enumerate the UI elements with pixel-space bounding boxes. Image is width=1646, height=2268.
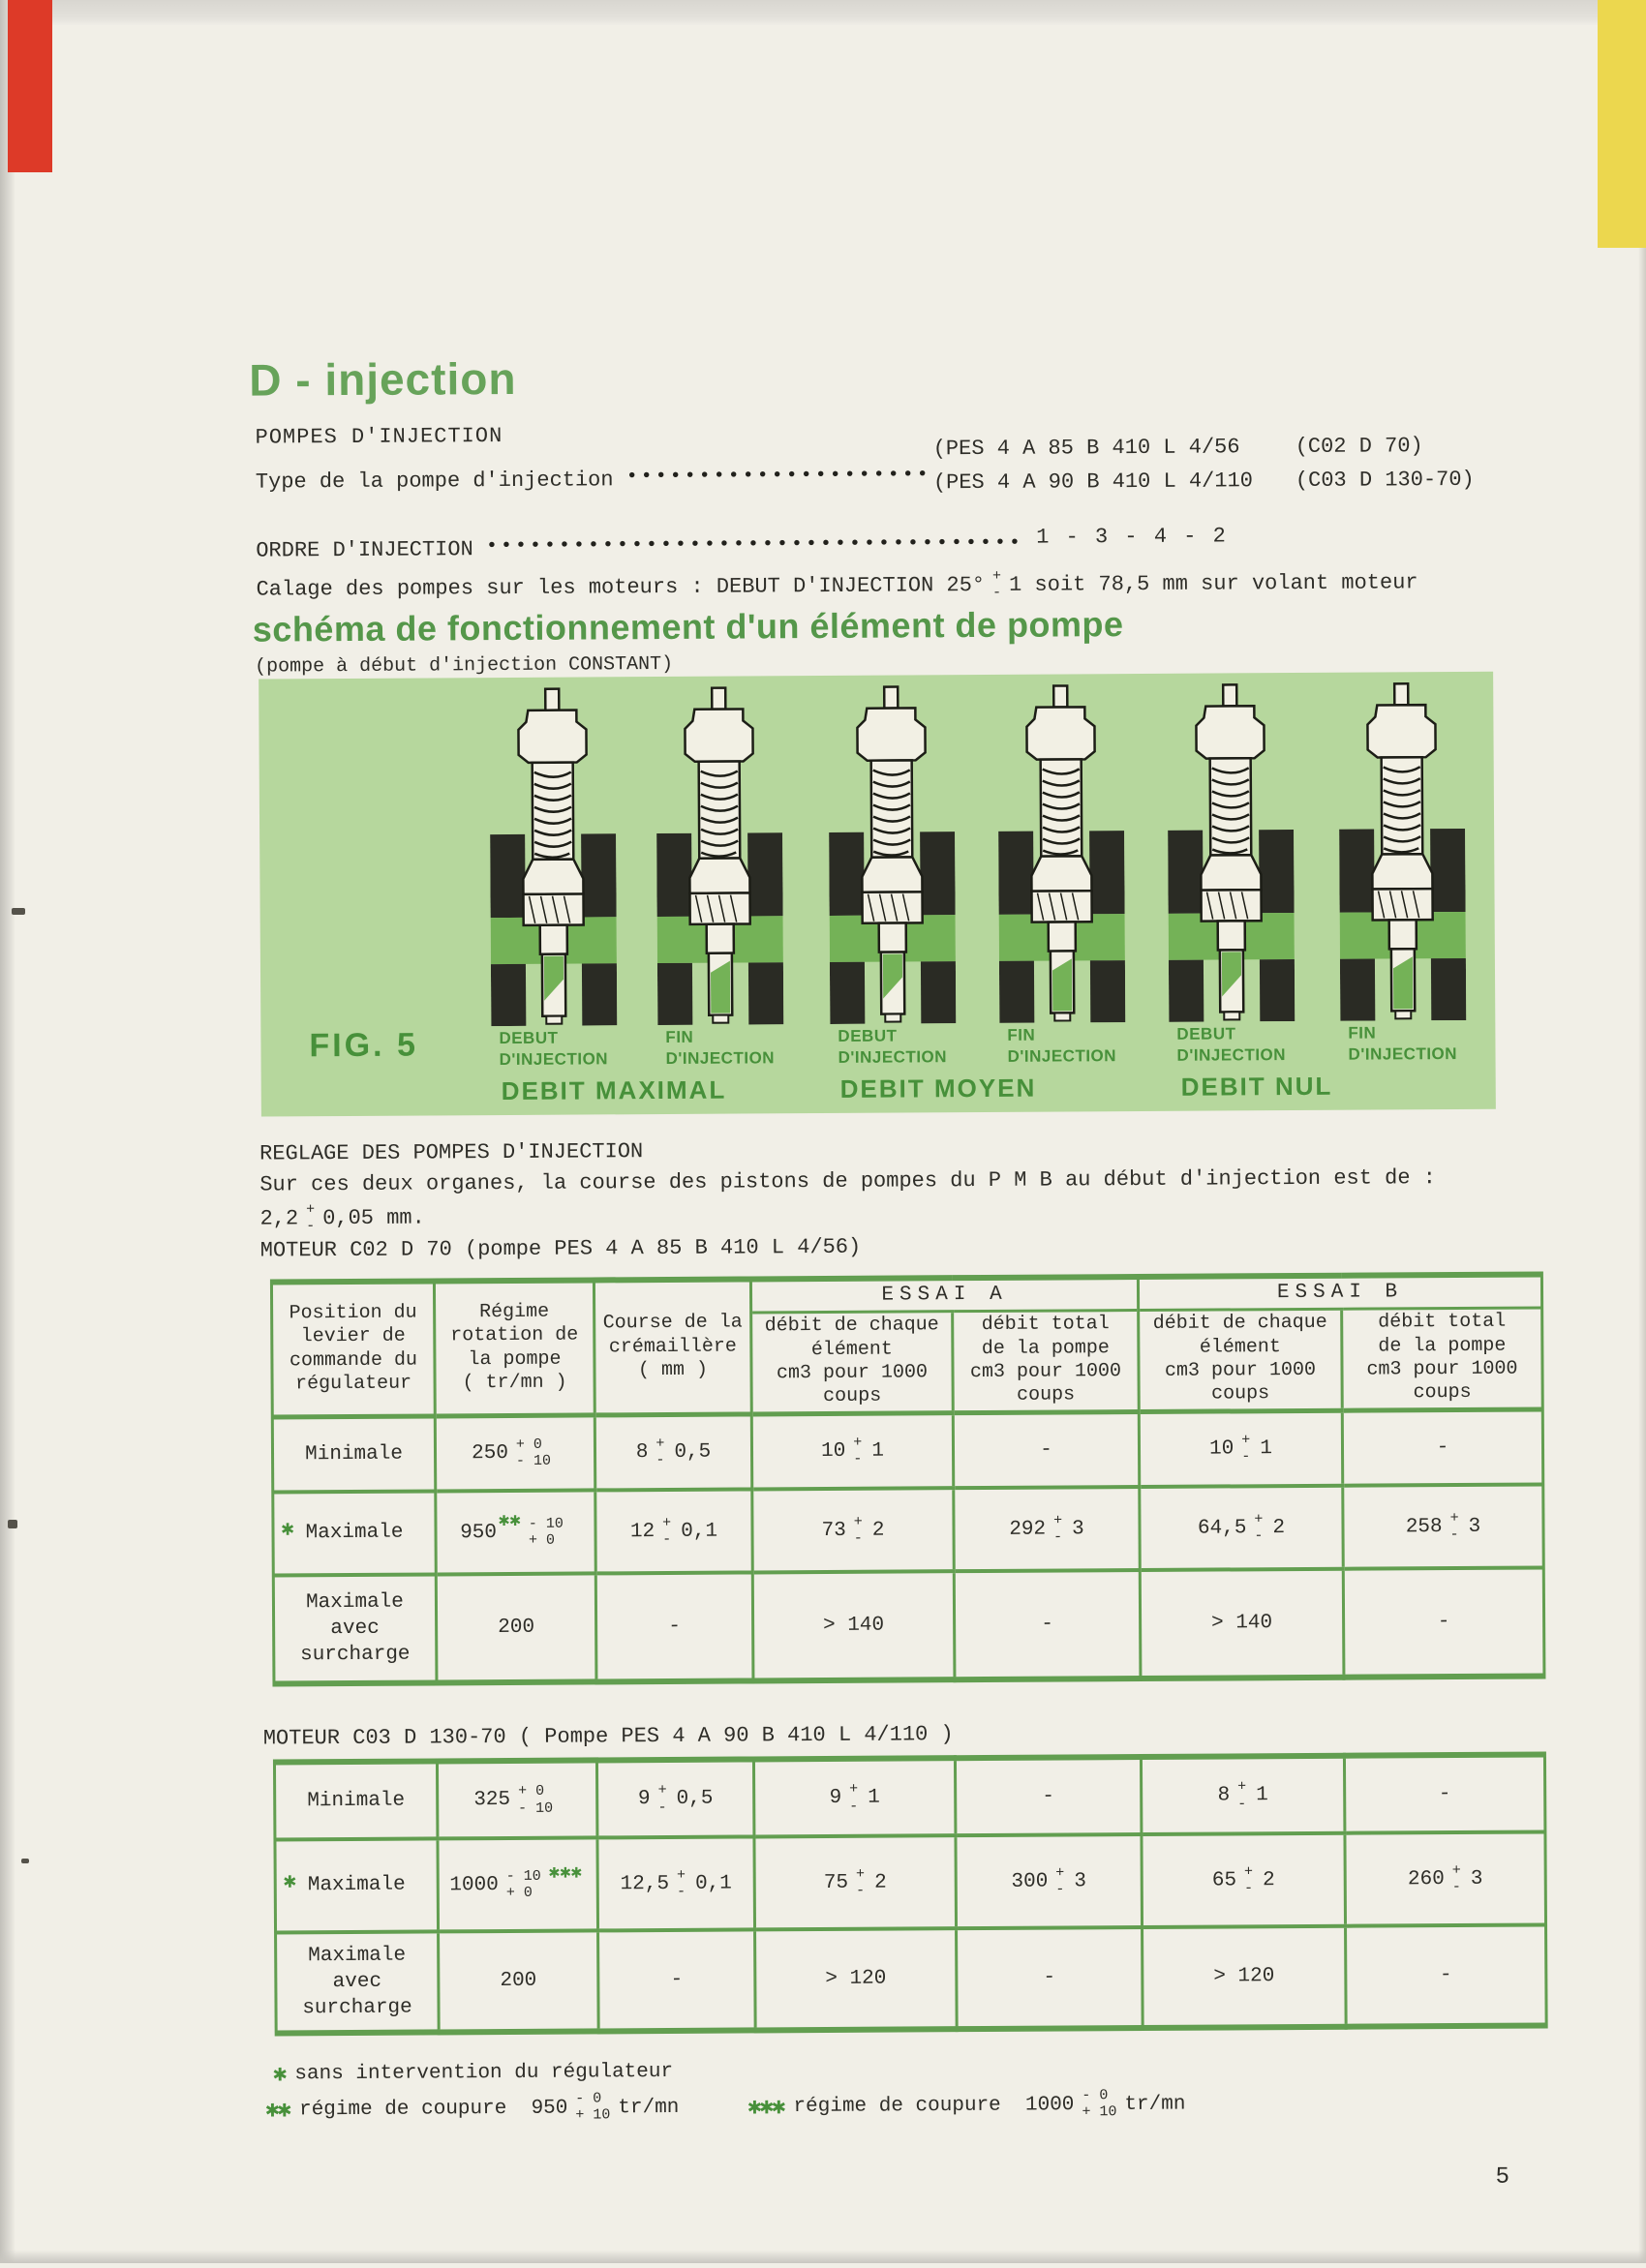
header-essai-a: ESSAI A [750, 1277, 1138, 1312]
asterisk-marker: ✱ [272, 2062, 286, 2089]
tolerance-stack [1254, 1511, 1263, 1545]
header-position: Position du levier de commande du régulateur [271, 1281, 435, 1416]
tolerance-top: + [657, 1782, 667, 1799]
cell-value: 12 [629, 1520, 655, 1543]
cell-tolerance: 2 [871, 1519, 885, 1542]
footnote-2 [265, 2085, 1505, 2126]
tolerance-top: + [855, 1865, 866, 1883]
header-debit-total-a: débit total de la pompe cm3 pour 1000 coups [953, 1310, 1140, 1412]
table-cell [435, 1414, 594, 1491]
cell-tolerance: 3 [1470, 1867, 1483, 1890]
tolerance-stack: - 0 + 10 [1082, 2087, 1117, 2121]
timing-text: Calage des pompes sur les moteurs : DEBUT D'INJECTION 25° [256, 573, 986, 602]
firing-order-value: 1 - 3 - 4 - 2 [1036, 524, 1228, 550]
table-cell [437, 1760, 596, 1838]
table-cell [1344, 1754, 1544, 1832]
tolerance-stack: + - [306, 1201, 316, 1235]
cell-value: - [1439, 1964, 1452, 1987]
tolerance-stack [655, 1436, 664, 1469]
tolerance-top: + [1254, 1510, 1264, 1528]
table-cell [1140, 1486, 1344, 1570]
reglage-value: 2,2 + - 0,05 mm. [259, 1201, 425, 1235]
tolerance-stack [506, 1868, 541, 1902]
tolerance-stack [662, 1515, 671, 1549]
dotted-leader: ••••••••••••••••••••••••••••••••••••• [485, 531, 1024, 559]
cell-value: 292 [1009, 1518, 1047, 1541]
cell-tolerance: 1 [868, 1786, 880, 1809]
table-cell [955, 1757, 1141, 1835]
tolerance-top: + [1241, 1432, 1251, 1449]
table-moteur-c02 [270, 1271, 1546, 1686]
engine-reference: (C03 D 130-70) [1295, 467, 1475, 494]
pump-illustration [1338, 681, 1466, 1021]
tolerance-stack [1055, 1864, 1064, 1898]
cell-value: 260 [1407, 1867, 1445, 1890]
footnote-value: 950 [531, 2097, 568, 2120]
tolerance-stack [1449, 1510, 1458, 1544]
tolerance-bottom: - [1237, 1795, 1247, 1812]
row-label: Maximale [305, 1522, 404, 1545]
tolerance-top: + [1237, 1778, 1247, 1796]
cell-value: 200 [498, 1616, 535, 1640]
table-cell [751, 1412, 953, 1489]
debit-label: DEBIT MOYEN [839, 1073, 1037, 1104]
tolerance-bottom: - [1055, 1881, 1065, 1898]
tolerance-stack [854, 1514, 863, 1548]
tolerance-bottom: - [849, 1798, 859, 1815]
table-cell [1343, 1484, 1544, 1568]
tolerance-bottom: - [657, 1799, 667, 1816]
table-row [275, 1831, 1546, 1932]
footnote-value: 1000 [1024, 2094, 1075, 2117]
tolerance-bottom: - [1244, 1880, 1254, 1897]
tolerance-top: - 10 [505, 1867, 541, 1885]
table-cell [753, 1758, 955, 1836]
tolerance-bottom: - [655, 1452, 665, 1469]
cell-tolerance: 3 [1074, 1869, 1087, 1892]
row-label: Minimale [305, 1442, 404, 1466]
tolerance-stack [849, 1781, 858, 1815]
row-label: Minimale [307, 1789, 406, 1813]
row-label-cell [274, 1761, 437, 1839]
pump-type-label: Type de la pompe d'injection [255, 468, 614, 495]
table-cell [1139, 1410, 1342, 1487]
table-cell [598, 1929, 756, 2031]
cell-value: - [1436, 1436, 1449, 1459]
table-cell [954, 1570, 1141, 1679]
footnote-text: régime de coupure [793, 2094, 1001, 2119]
cell-value: 300 [1011, 1870, 1049, 1893]
table-cell [956, 1834, 1143, 1928]
dotted-leader: ••••••••••••••••••••• [625, 464, 931, 489]
cell-tolerance: 1 [871, 1439, 885, 1463]
pump-type-value-1 [932, 434, 1423, 462]
header-debit-total-b: débit total de la pompe cm3 pour 1000 coups [1342, 1307, 1543, 1409]
row-label-cell [276, 1931, 440, 2033]
cell-value: 65 [1211, 1868, 1237, 1892]
table-cell [1142, 1833, 1346, 1927]
table-cell [594, 1413, 751, 1490]
tolerance-top: + [1053, 1512, 1063, 1529]
cell-value: 325 [473, 1788, 511, 1812]
tolerance-bottom: - 10 [518, 1799, 554, 1817]
cell-value: 200 [500, 1969, 537, 1993]
cell-value: 8 [635, 1440, 649, 1464]
footnote-unit: tr/mn [1124, 2093, 1186, 2116]
pump-illustration [997, 683, 1125, 1023]
cell-value: 75 [823, 1871, 849, 1894]
pump-illustration [655, 685, 783, 1025]
reglage-text: Sur ces deux organes, la course des pistons de pompes du P M B au début d'injection est de : [259, 1165, 1436, 1197]
table2-title: MOTEUR C03 D 130-70 ( Pompe PES 4 A 90 B 410 L 4/110 ) [262, 1722, 954, 1751]
header-debit-element-b: débit de chaque élément cm3 pour 1000 coups [1139, 1309, 1343, 1411]
table-cell [953, 1411, 1139, 1488]
cell-value: - [1040, 1438, 1052, 1462]
cell-tolerance: 3 [1468, 1515, 1481, 1538]
pump-type-line [256, 464, 931, 494]
cell-value: > 120 [1213, 1965, 1275, 1988]
table-cell [1345, 1831, 1546, 1925]
asterisk-marker: ✱✱ [498, 1509, 521, 1531]
page-number: 5 [1495, 2163, 1510, 2191]
table-cell [436, 1573, 596, 1682]
stage-label: FIN D'INJECTION [1348, 1023, 1458, 1064]
tolerance-top: + 0 [517, 1783, 545, 1800]
tolerance-top: + [676, 1866, 686, 1884]
cell-value: 73 [821, 1519, 846, 1542]
tolerance-top: + [1449, 1509, 1459, 1527]
table-row [273, 1484, 1544, 1575]
cell-value: 1000 [449, 1873, 499, 1896]
timing-line [256, 565, 1417, 606]
footnote-group-3 [747, 2087, 1185, 2123]
cell-tolerance: 3 [1072, 1517, 1084, 1540]
tolerance-top: + 0 [515, 1436, 542, 1453]
stage-label: DEBUT D'INJECTION [838, 1026, 948, 1067]
tolerance-bottom: - [1451, 1878, 1461, 1896]
schema-subheading: (pompe à début d'injection CONSTANT) [254, 652, 674, 679]
footnote-text: régime de coupure [298, 2097, 507, 2122]
pump-illustration [489, 686, 617, 1026]
tolerance-bottom: - [1449, 1526, 1459, 1544]
tolerance-bottom: - 10 [515, 1452, 552, 1470]
cell-tolerance: 1 [1260, 1436, 1273, 1460]
asterisk-marker: ✱✱ [265, 2098, 290, 2125]
cell-tolerance: 0,1 [681, 1520, 718, 1543]
stage-label: FIN D'INJECTION [1007, 1025, 1117, 1066]
figure-label: FIG. 5 [309, 1026, 419, 1065]
table-cell [1140, 1569, 1344, 1678]
table-moteur-c03 [273, 1751, 1548, 2036]
tolerance-top: + [1243, 1863, 1254, 1881]
cell-value: > 140 [1211, 1612, 1273, 1635]
table-cell [752, 1571, 955, 1680]
firing-order-label: ORDRE D'INJECTION [256, 537, 473, 563]
cell-tolerance: 1 [1256, 1784, 1268, 1807]
tolerance-stack [856, 1866, 865, 1900]
tolerance-top: - 10 [528, 1515, 564, 1532]
table-row [272, 1408, 1542, 1492]
row-label-cell [273, 1574, 437, 1683]
tolerance-bottom: - [853, 1529, 863, 1547]
cell-tolerance: 0,5 [674, 1440, 712, 1464]
cell-value: > 120 [825, 1967, 887, 1991]
table-cell [755, 1928, 958, 2030]
tolerance-top: + [662, 1514, 672, 1531]
pump-illustration [828, 684, 956, 1024]
table-cell [754, 1835, 957, 1929]
cell-value: - [1043, 1966, 1056, 1989]
tolerance-stack [657, 1782, 666, 1816]
tolerance-top: + [1055, 1864, 1065, 1882]
tolerance-top: + [849, 1781, 859, 1799]
cell-value: 950 [460, 1521, 498, 1544]
tolerance-top: + [1451, 1861, 1461, 1879]
tolerance-stack: - 0 + 10 [575, 2090, 611, 2124]
tolerance-top: + [655, 1436, 665, 1453]
cell-value: 9 [637, 1788, 651, 1811]
table1-title: MOTEUR C02 D 70 (pompe PES 4 A 85 B 410 L 4/56) [259, 1234, 862, 1263]
asterisk-marker: ✱ [281, 1517, 294, 1542]
pump-type-value-2 [932, 467, 1475, 496]
tolerance-bottom: - [856, 1882, 866, 1899]
tolerance-stack [518, 1783, 553, 1817]
stage-label: DEBUT D'INJECTION [499, 1028, 609, 1070]
footnote-unit: tr/mn [618, 2096, 680, 2120]
cell-value: - [1042, 1785, 1055, 1808]
reglage-heading: REGLAGE DES POMPES D'INJECTION [259, 1139, 644, 1166]
row-label-cell [273, 1491, 437, 1575]
tolerance-stack [1244, 1863, 1253, 1897]
table-cell [438, 1837, 598, 1931]
schema-heading: schéma de fonctionnement d'un élément de pompe [252, 604, 1124, 650]
footnote-group-2 [265, 2090, 680, 2125]
debit-label: DEBIT MAXIMAL [501, 1074, 727, 1106]
footnote-1 [273, 2057, 673, 2089]
cell-value: - [668, 1615, 681, 1638]
row-label: Maximale avec surcharge [300, 1590, 411, 1667]
table-cell [957, 1927, 1143, 2029]
asterisk-marker: ✱ [283, 1869, 297, 1894]
row-label-cell [275, 1838, 439, 1932]
cell-tolerance: 2 [1272, 1516, 1286, 1539]
tolerance-top: + [853, 1434, 863, 1451]
tolerance-bottom: - [853, 1451, 863, 1468]
tolerance-stack [1241, 1432, 1250, 1466]
tolerance-stack: + - [991, 567, 1002, 602]
tolerance-stack [853, 1435, 862, 1468]
cell-value: 10 [821, 1439, 846, 1463]
cell-value: - [1438, 1783, 1451, 1806]
table-row [273, 1567, 1544, 1683]
stage-label: FIN D'INJECTION [665, 1027, 776, 1069]
tolerance-bottom: + 0 [505, 1884, 533, 1902]
cell-value: 8 [1217, 1784, 1231, 1807]
table-row [274, 1754, 1544, 1839]
cell-tolerance: 0,1 [694, 1872, 732, 1895]
footnote-text: sans intervention du régulateur [294, 2060, 674, 2086]
stage-label: DEBUT D'INJECTION [1176, 1024, 1287, 1065]
cell-tolerance: 2 [873, 1871, 887, 1894]
tolerance-stack [1053, 1512, 1062, 1546]
engine-reference: (C02 D 70) [1295, 434, 1423, 460]
debit-label: DEBIT NUL [1180, 1071, 1333, 1102]
cell-value: - [1041, 1613, 1053, 1636]
table-cell [595, 1572, 753, 1681]
table-cell [1342, 1408, 1542, 1485]
cell-value: 64,5 [1197, 1516, 1247, 1540]
tolerance-bottom: - [677, 1883, 686, 1900]
table-cell [1343, 1567, 1544, 1677]
asterisk-marker: ✱✱✱ [747, 2095, 784, 2122]
cell-tolerance: 2 [1262, 1868, 1275, 1891]
header-essai-b: ESSAI B [1138, 1274, 1541, 1310]
tolerance-top: + [853, 1513, 863, 1530]
page-title: D - injection [249, 352, 517, 406]
header-debit-element-a: débit de chaque élément cm3 pour 1000 coups [751, 1311, 954, 1413]
tolerance-stack [677, 1867, 686, 1901]
tolerance-bottom: - [662, 1530, 672, 1549]
cell-tolerance: 0,5 [676, 1787, 714, 1810]
pompes-heading: POMPES D'INJECTION [255, 424, 503, 450]
pump-illustration [1167, 682, 1295, 1022]
header-course: Course de la crémaillère ( mm ) [594, 1279, 751, 1414]
table-cell [597, 1836, 755, 1930]
pump-reference: (PES 4 A 90 B 410 L 4/110 [932, 469, 1254, 496]
table-row [276, 1924, 1547, 2033]
table-cell [954, 1487, 1141, 1571]
tolerance-bottom: - [1053, 1528, 1063, 1546]
row-label: Maximale avec surcharge [302, 1944, 412, 2020]
tolerance-stack [529, 1515, 564, 1549]
cell-value: 258 [1405, 1515, 1443, 1538]
tolerance-stack [1237, 1779, 1246, 1813]
table-cell [595, 1489, 753, 1573]
firing-order-line [256, 524, 1228, 563]
figure-5 [259, 672, 1496, 1117]
row-label-cell [272, 1415, 435, 1492]
asterisk-marker: ✱✱✱ [548, 1861, 583, 1884]
tolerance-stack [1452, 1862, 1461, 1896]
cell-value: > 140 [823, 1614, 885, 1638]
tolerance-bottom: - [1241, 1448, 1251, 1466]
cell-value: 9 [829, 1786, 842, 1809]
table-cell [1141, 1756, 1344, 1834]
cell-value: 250 [472, 1441, 508, 1465]
cell-value: 10 [1209, 1437, 1234, 1461]
tolerance-bottom: - [1254, 1527, 1264, 1545]
table-cell [436, 1490, 596, 1574]
tolerance-stack [516, 1436, 551, 1470]
timing-text: 1 soit 78,5 mm sur volant moteur [1009, 570, 1418, 597]
table-cell [752, 1488, 955, 1572]
table-cell [1143, 1926, 1347, 2028]
cell-value: 12,5 [620, 1872, 670, 1895]
tolerance-bottom: + 0 [528, 1531, 555, 1549]
row-label: Maximale [307, 1873, 406, 1897]
table-cell [1346, 1924, 1547, 2026]
header-regime: Régime rotation de la pompe ( tr/mn ) [434, 1280, 594, 1415]
pump-reference: (PES 4 A 85 B 410 L 4/56 [932, 435, 1240, 462]
table-cell [439, 1930, 599, 2032]
table-cell [596, 1759, 753, 1837]
cell-value: - [1437, 1611, 1450, 1634]
cell-value: - [670, 1968, 684, 1991]
